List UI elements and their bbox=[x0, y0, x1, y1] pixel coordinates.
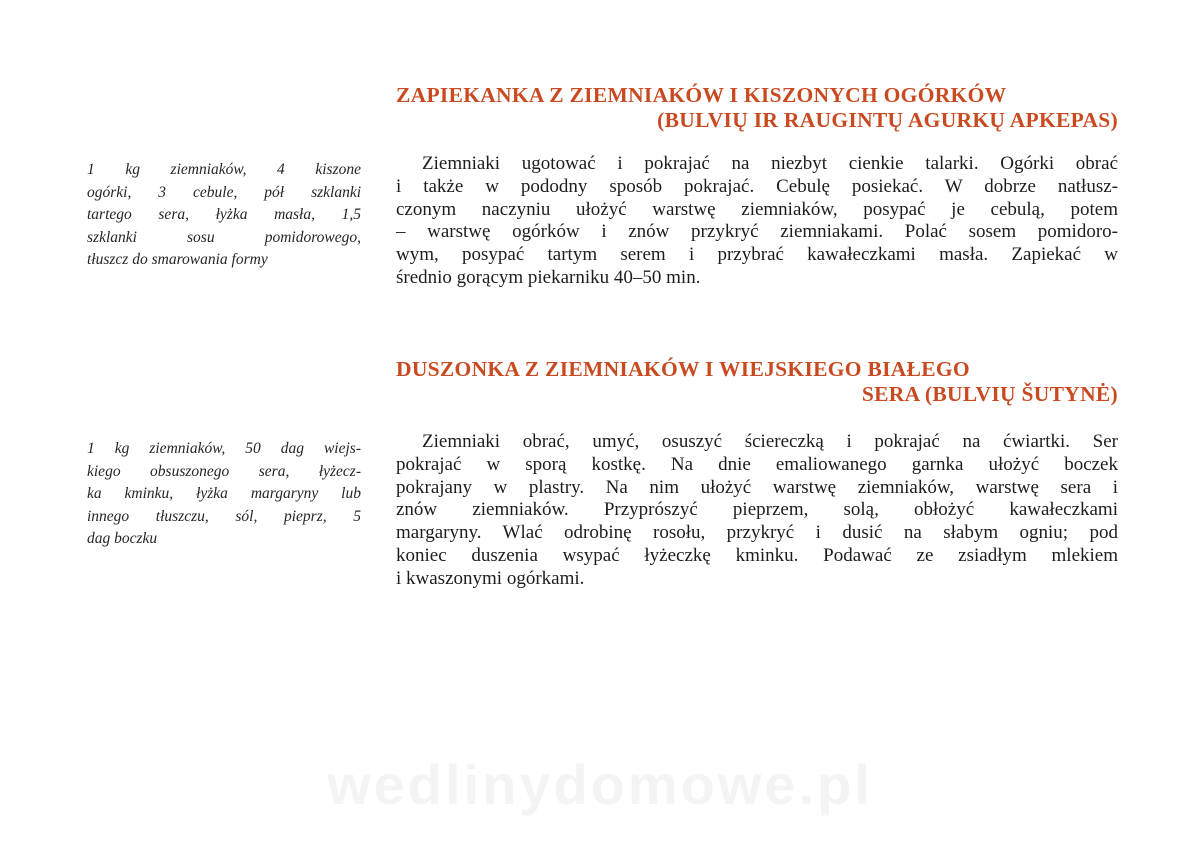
recipe-1-ingredients bbox=[87, 159, 361, 272]
ingredients-line: tartego sera, łyżka masła, 1,5 bbox=[87, 206, 361, 223]
ingredients-line: 1 kg ziemniaków, 50 dag wiejs- bbox=[87, 440, 361, 457]
instruction-line: czonym naczyniu ułożyć warstwę ziemniaków, posypać je cebulą, potem bbox=[396, 198, 1118, 220]
recipe-2-title-line: DUSZONKA Z ZIEMNIAKÓW I WIEJSKIEGO BIAŁEGO bbox=[396, 357, 970, 381]
instruction-line: Ziemniaki ugotować i pokrajać na niezbyt cienkie talarki. Ogórki obrać bbox=[422, 153, 1118, 174]
recipe-2-title bbox=[396, 357, 1118, 407]
instruction-line: znów ziemniaków. Przyprószyć pieprzem, solą, obłożyć kawałeczkami bbox=[396, 499, 1118, 521]
watermark: wedlinydomowe.pl bbox=[327, 753, 873, 816]
instruction-line: i także w pododny sposób pokrajać. Cebulę posiekać. W dobrze natłusz- bbox=[396, 175, 1118, 197]
instruction-line: koniec duszenia wsypać łyżeczkę kminku. Podawać ze zsiadłym mlekiem bbox=[396, 544, 1118, 566]
instruction-line: pokrajać w sporą kostkę. Na dnie emaliowanego garnka ułożyć boczek bbox=[396, 453, 1118, 475]
ingredients-line: szklanki sosu pomidorowego, bbox=[87, 228, 361, 246]
instruction-line: Ziemniaki obrać, umyć, osuszyć ściereczką i pokrajać na ćwiartki. Ser bbox=[422, 431, 1118, 452]
instruction-line: i kwaszonymi ogórkami. bbox=[396, 567, 585, 589]
ingredients-line: ogórki, 3 cebule, pół szklanki bbox=[87, 183, 361, 201]
instruction-line: – warstwę ogórków i znów przykryć ziemniakami. Polać sosem pomidoro- bbox=[396, 221, 1118, 243]
instruction-line: wym, posypać tartym serem i przybrać kawałeczkami masła. Zapiekać w bbox=[396, 244, 1118, 266]
recipe-2-ingredients bbox=[87, 438, 361, 551]
recipe-1-title bbox=[396, 83, 1118, 133]
instruction-line: średnio gorącym piekarniku 40–50 min. bbox=[396, 266, 701, 288]
ingredients-line: tłuszcz do smarowania formy bbox=[87, 251, 268, 268]
ingredients-line: kiego obsuszonego sera, łyżecz- bbox=[87, 462, 361, 480]
instruction-line: margaryny. Wlać odrobinę rosołu, przykryć i dusić na słabym ogniu; pod bbox=[396, 522, 1118, 544]
recipe-2-title-line: SERA (BULVIŲ ŠUTYNĖ) bbox=[861, 382, 1118, 406]
recipe-2-instructions bbox=[396, 431, 1118, 591]
ingredients-line: dag boczku bbox=[87, 530, 158, 547]
recipe-1-title-line: ZAPIEKANKA Z ZIEMNIAKÓW I KISZONYCH OGÓRKÓW bbox=[396, 83, 1007, 107]
ingredients-line: 1 kg ziemniaków, 4 kiszone bbox=[87, 161, 361, 178]
recipe-1-instructions bbox=[396, 153, 1118, 290]
ingredients-line: ka kminku, łyżka margaryny lub bbox=[87, 485, 361, 502]
instruction-line: pokrajany w plastry. Na nim ułożyć warstwę ziemniaków, warstwę sera i bbox=[396, 476, 1118, 498]
recipe-1-title-line: (BULVIŲ IR RAUGINTŲ AGURKŲ APKEPAS) bbox=[657, 108, 1118, 132]
ingredients-line: innego tłuszczu, sól, pieprz, 5 bbox=[87, 507, 361, 525]
